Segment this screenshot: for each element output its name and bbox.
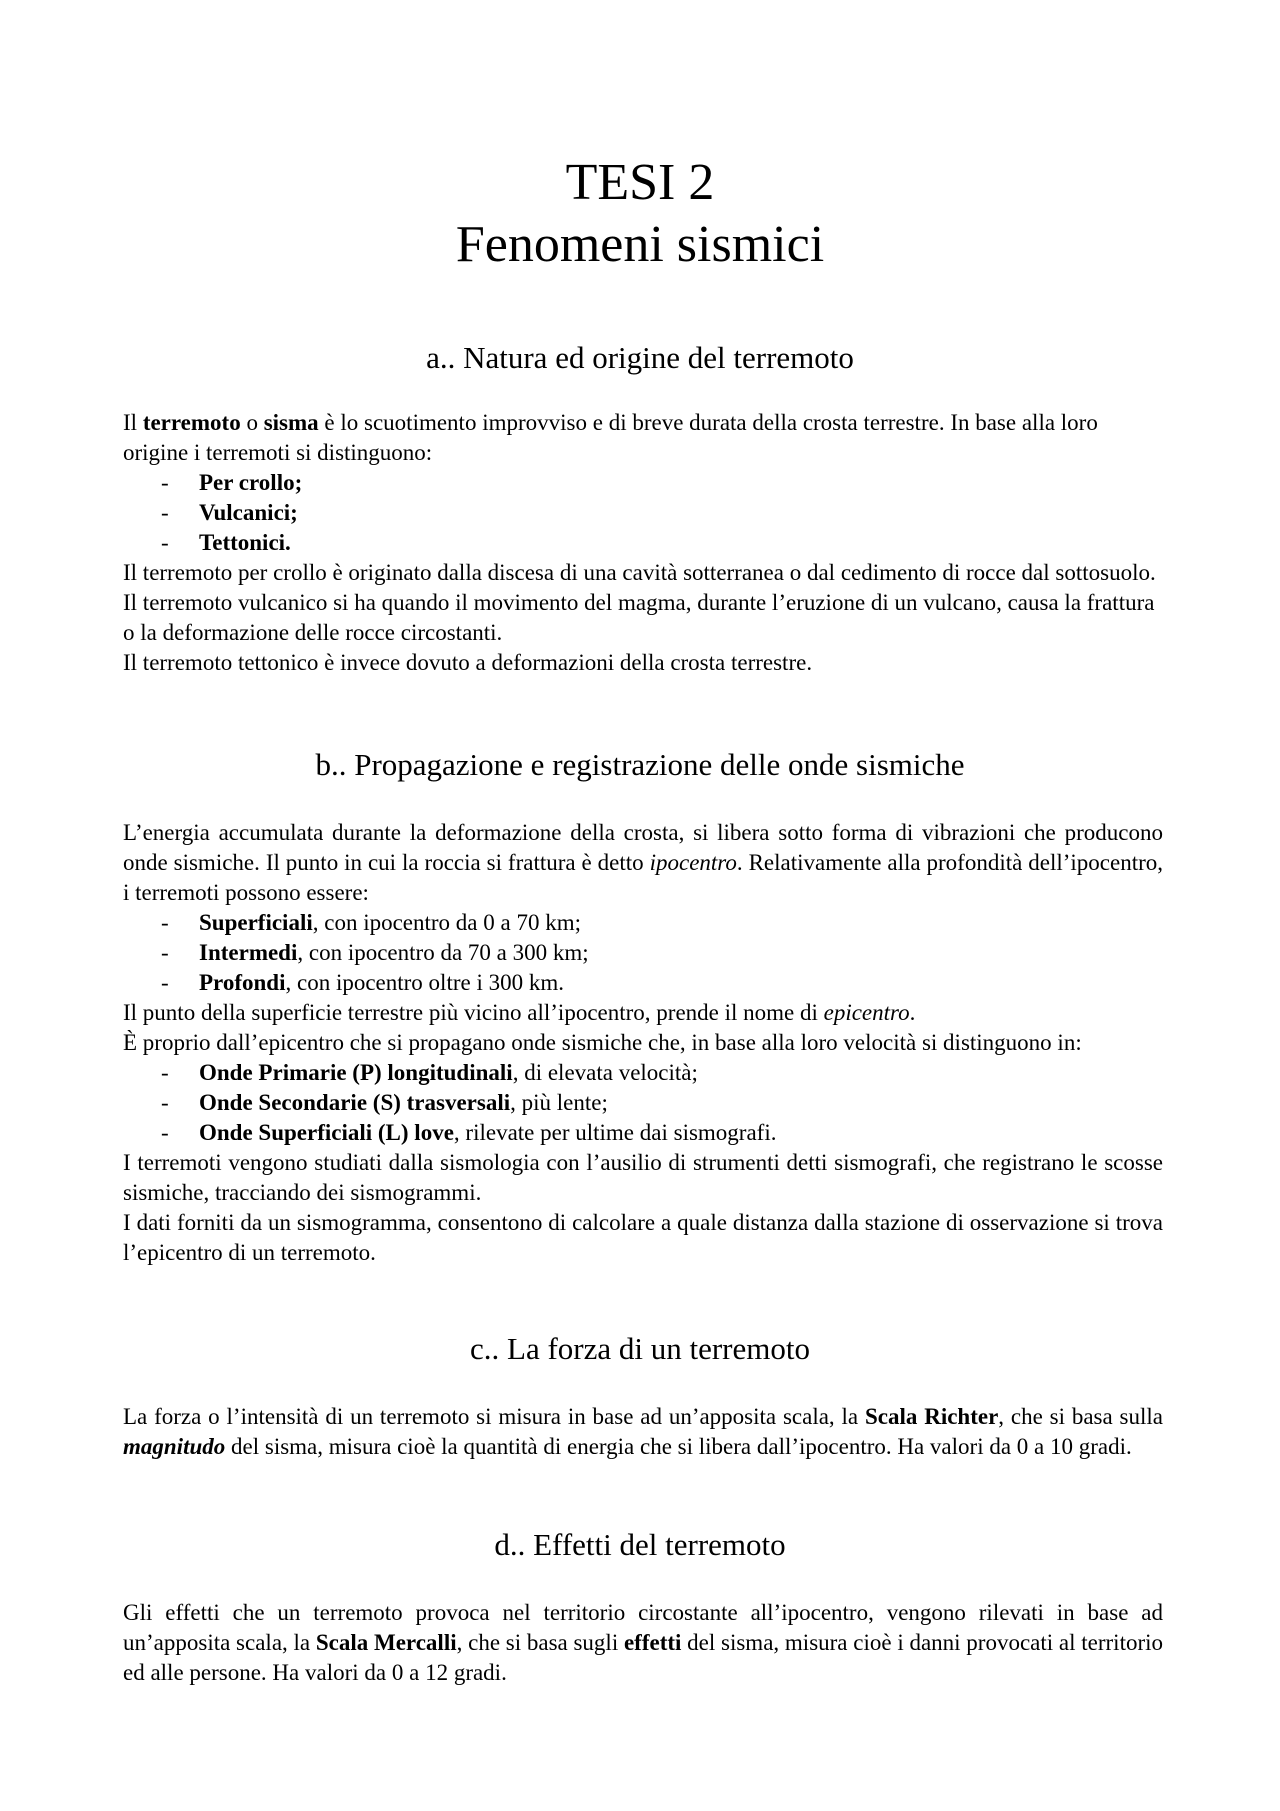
list-item: - Superficiali, con ipocentro da 0 a 70 km;: [161, 910, 581, 935]
heading-section-c: c.. La forza di un terremoto: [470, 1331, 810, 1366]
list-item: - Vulcanici;: [161, 500, 298, 525]
list-item: - Tettonici.: [161, 530, 291, 555]
list-item: - Onde Superficiali (L) love, rilevate per ultime dai sismografi.: [161, 1120, 777, 1145]
list-item: - Per crollo;: [161, 470, 303, 495]
depth-list: [123, 908, 1163, 998]
paragraph-vulcanico: Il terremoto vulcanico si ha quando il movimento del magma, durante l’eruzione di un vulcano, causa la frattura o la deformazione delle rocce circostanti.: [123, 590, 1155, 645]
heading-section-a: a.. Natura ed origine del terremoto: [426, 340, 854, 375]
heading-section-d: d.. Effetti del terremoto: [494, 1527, 786, 1562]
list-item: - Onde Primarie (P) longitudinali, di elevata velocità;: [161, 1060, 698, 1085]
list-item: - Intermedi, con ipocentro da 70 a 300 km;: [161, 940, 589, 965]
section-b-body: [123, 818, 1163, 1268]
section-a-body: [123, 408, 1163, 678]
wave-list: [123, 1058, 1163, 1148]
paragraph-propagazione: È proprio dall’epicentro che si propagano onde sismiche che, in base alla loro velocità si distinguono in:: [123, 1030, 1082, 1055]
section-b-intro: L’energia accumulata durante la deformazione della crosta, si libera sotto forma di vibrazioni che producono onde sismiche. Il punto in cui la roccia si frattura è detto ipocentro. Relativamente alla profondità dell’ipocentro, i terremoti possono essere:: [123, 820, 1163, 905]
paragraph-epicentro: Il punto della superficie terrestre più vicino all’ipocentro, prende il nome di epicentro.: [123, 1000, 916, 1025]
list-item: - Onde Secondarie (S) trasversali, più lente;: [161, 1090, 608, 1115]
heading-section-b: b.. Propagazione e registrazione delle onde sismiche: [315, 747, 965, 782]
title-line-2: Fenomeni sismici: [455, 216, 825, 273]
section-a-intro: Il terremoto o sisma è lo scuotimento improvviso e di breve durata della crosta terrestre. In base alla loro origine i terremoti si distinguono:: [123, 410, 1098, 465]
paragraph-sismogramma: I dati forniti da un sismogramma, consentono di calcolare a quale distanza dalla stazione di osservazione si trova l’epicentro di un terremoto.: [123, 1210, 1163, 1265]
list-item: - Profondi, con ipocentro oltre i 300 km.: [161, 970, 564, 995]
paragraph-tettonico: Il terremoto tettonico è invece dovuto a deformazioni della crosta terrestre.: [123, 650, 813, 675]
paragraph-richter: La forza o l’intensità di un terremoto si misura in base ad un’apposita scala, la Scala Richter, che si basa sulla magnitudo del sisma, misura cioè la quantità di energia che si libera dall’ipocentro. Ha valori da 0 a 10 gradi.: [123, 1404, 1163, 1459]
document-title: [0, 152, 1280, 276]
paragraph-sismografi: I terremoti vengono studiati dalla sismologia con l’ausilio di strumenti detti sismografi, che registrano le scosse sismiche, tracciando dei sismogrammi.: [123, 1150, 1163, 1205]
paragraph-mercalli: Gli effetti che un terremoto provoca nel territorio circostante all’ipocentro, vengono rilevati in base ad un’apposita scala, la Scala Mercalli, che si basa sugli effetti del sisma, misura cioè i danni provocati al territorio ed alle persone. Ha valori da 0 a 12 gradi.: [123, 1600, 1164, 1685]
paragraph-crollo: Il terremoto per crollo è originato dalla discesa di una cavità sotterranea o dal cedimento di rocce dal sottosuolo.: [123, 560, 1156, 585]
title-line-1: TESI 2: [565, 154, 715, 211]
origin-list: [123, 468, 1163, 558]
